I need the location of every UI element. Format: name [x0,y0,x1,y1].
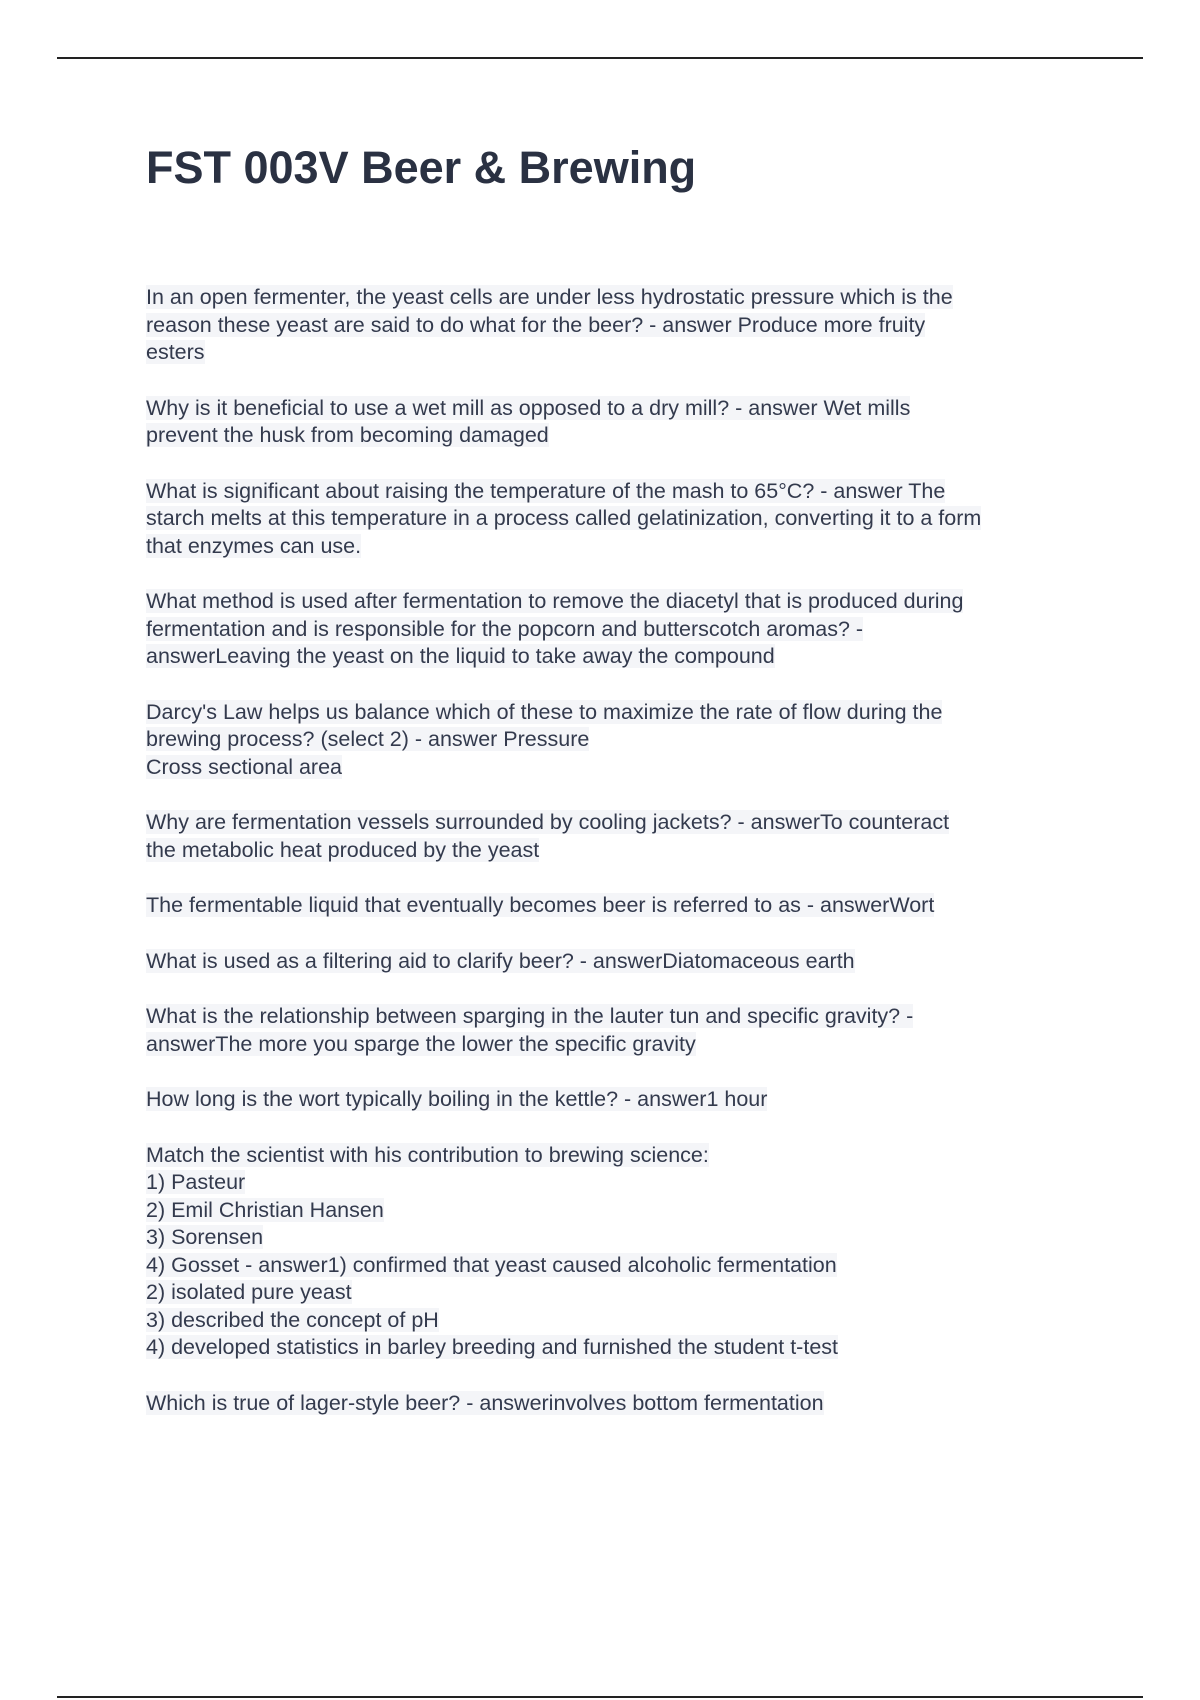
qa-item [146,395,1086,450]
qa-item [146,809,1086,864]
qa-item [146,1003,1086,1058]
qa-item [146,699,1086,782]
qa-item [146,478,1086,561]
qa-text: Which is true of lager-style beer? - answerinvolves bottom fermentation [146,1390,824,1415]
qa-item [146,1086,1086,1114]
qa-item [146,948,1086,976]
qa-text: What is significant about raising the temperature of the mash to 65°C? - answer The starch melts at this temperature in a process called gelatinization, converting it to a form that enzymes can use. [146,478,982,558]
qa-text: What method is used after fermentation to remove the diacetyl that is produced during fermentation and is responsible for the popcorn and butterscotch aromas? - answerLeaving the yeast on the liquid to take away the compound [146,589,964,668]
qa-text: In an open fermenter, the yeast cells are under less hydrostatic pressure which is the reason these yeast are said to do what for the beer? - answer Produce more fruity esters [146,285,953,364]
bottom-divider [57,1696,1143,1698]
qa-text: What is used as a filtering aid to clarify beer? - answerDiatomaceous earth [146,948,855,973]
qa-text: Darcy's Law helps us balance which of these to maximize the rate of flow during the brewing process? (select 2) - answer Pressure Cross sectional area [146,699,943,779]
qa-item [146,892,1086,920]
top-divider [57,57,1143,59]
qa-item [146,1142,1086,1362]
qa-text: Match the scientist with his contribution to brewing science: 1) Pasteur 2) Emil Christian Hansen 3) Sorensen 4) Gosset - answer1) confirmed that yeast caused alcoholic fermentation 2) isolated pure yeast 3) described the concept of pH 4) developed statistics in barley breeding and furnished the student t-test [146,1142,838,1359]
qa-text: What is the relationship between sparging in the lauter tun and specific gravity? - answerThe more you sparge the lower the specific gravity [146,1004,914,1056]
page-title: FST 003V Beer & Brewing [146,142,697,193]
qa-item [146,588,1086,671]
qa-text: Why is it beneficial to use a wet mill as opposed to a dry mill? - answer Wet mills prevent the husk from becoming damaged [146,395,911,447]
qa-text: The fermentable liquid that eventually becomes beer is referred to as - answerWort [146,893,935,917]
qa-item [146,1390,1086,1418]
qa-text: How long is the wort typically boiling in the kettle? - answer1 hour [146,1087,768,1111]
qa-list [146,284,1086,1445]
qa-item [146,284,1086,367]
qa-text: Why are fermentation vessels surrounded by cooling jackets? - answerTo counteract the metabolic heat produced by the yeast [146,810,950,862]
